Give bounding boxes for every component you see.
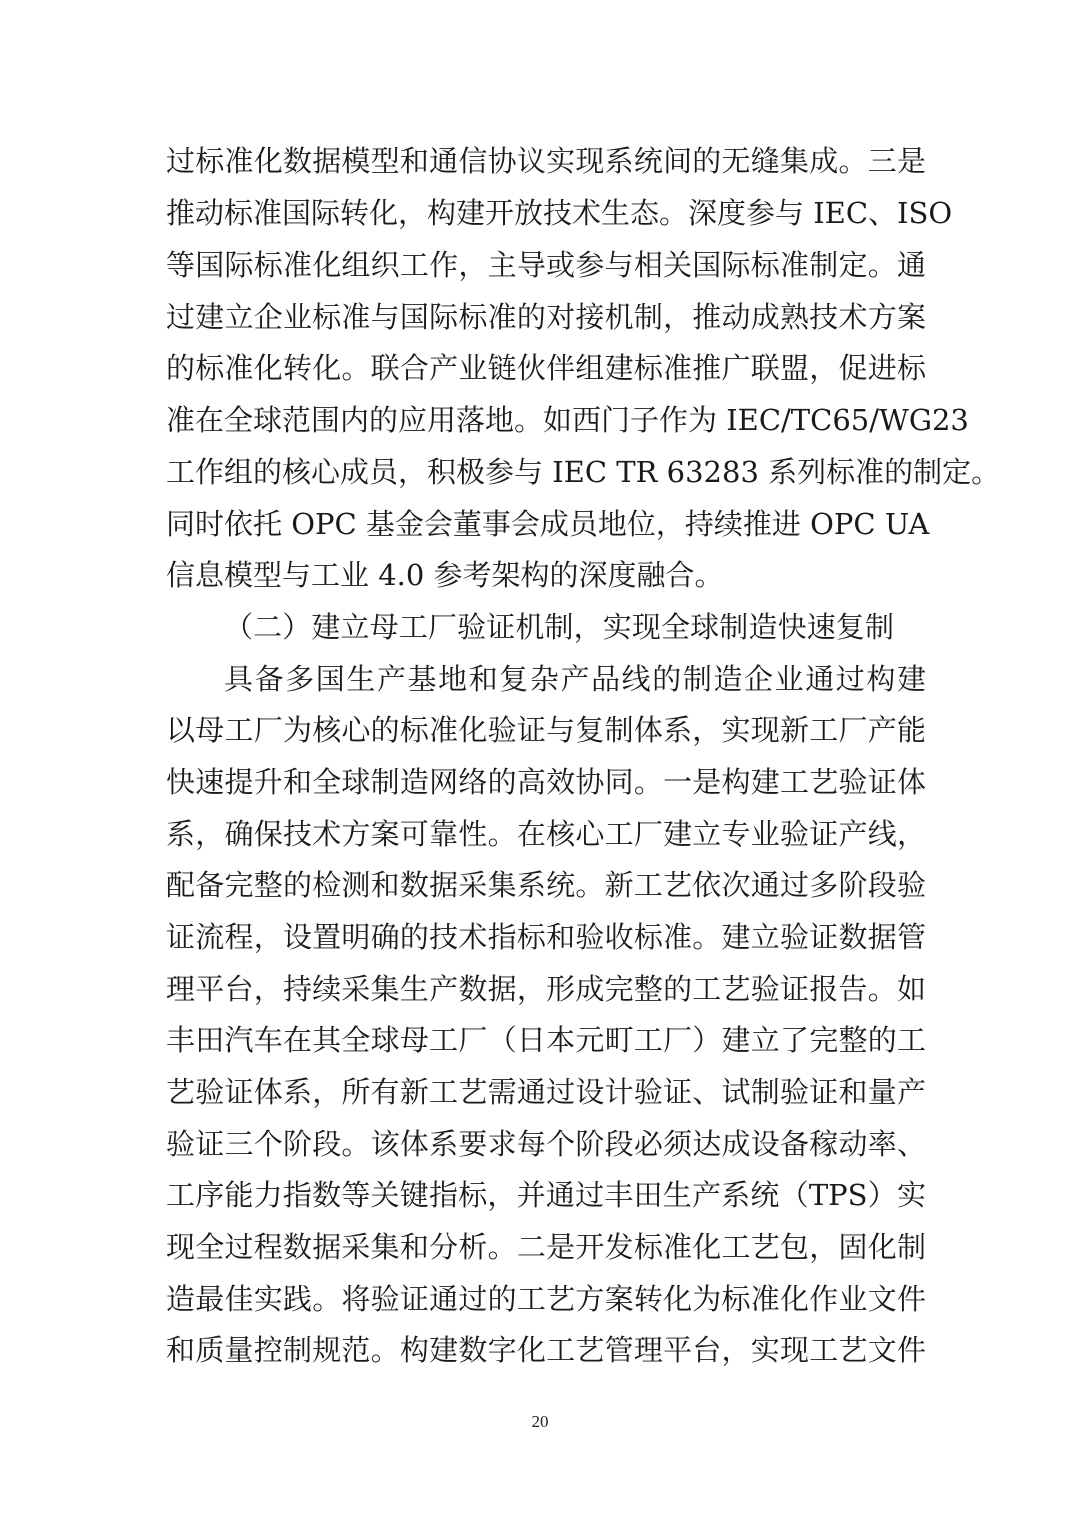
body-text-line: 丰田汽车在其全球母工厂（日本元町工厂）建立了完整的工	[166, 1023, 926, 1057]
body-text-line: 理平台，持续采集生产数据，形成完整的工艺验证报告。如	[166, 972, 926, 1006]
body-text-line: 准在全球范围内的应用落地。如西门子作为 IEC/TC65/WG23	[166, 403, 969, 437]
body-text-line: 现全过程数据采集和分析。二是开发标准化工艺包，固化制	[166, 1230, 926, 1264]
section-heading: （二）建立母工厂验证机制，实现全球制造快速复制	[224, 610, 894, 644]
body-text-line: 造最佳实践。将验证通过的工艺方案转化为标准化作业文件	[166, 1282, 926, 1316]
body-text-line: 证流程，设置明确的技术指标和验收标准。建立验证数据管	[166, 920, 926, 954]
body-text-line: 快速提升和全球制造网络的高效协同。一是构建工艺验证体	[166, 765, 926, 799]
body-text-line: 过建立企业标准与国际标准的对接机制，推动成熟技术方案	[166, 300, 926, 334]
body-text-line: 推动标准国际转化，构建开放技术生态。深度参与 IEC、ISO	[166, 196, 953, 230]
body-text-line: 验证三个阶段。该体系要求每个阶段必须达成设备稼动率、	[166, 1127, 926, 1161]
body-text-line: 艺验证体系，所有新工艺需通过设计验证、试制验证和量产	[166, 1075, 926, 1109]
page-number: 20	[531, 1412, 549, 1431]
body-text-line: 过标准化数据模型和通信协议实现系统间的无缝集成。三是	[166, 144, 926, 178]
body-text-line: 配备完整的检测和数据采集系统。新工艺依次通过多阶段验	[166, 868, 926, 902]
body-text-line: 系，确保技术方案可靠性。在核心工厂建立专业验证产线，	[166, 817, 926, 851]
body-text-line: 工序能力指数等关键指标，并通过丰田生产系统（TPS）实	[166, 1178, 926, 1212]
body-text-line: 同时依托 OPC 基金会董事会成员地位，持续推进 OPC UA	[166, 507, 930, 541]
body-text-line: 以母工厂为核心的标准化验证与复制体系，实现新工厂产能	[166, 713, 926, 747]
body-text-line: 的标准化转化。联合产业链伙伴组建标准推广联盟，促进标	[166, 351, 926, 385]
body-text-line: 和质量控制规范。构建数字化工艺管理平台，实现工艺文件	[166, 1333, 926, 1367]
body-text-line: 信息模型与工业 4.0 参考架构的深度融合。	[166, 558, 724, 592]
paragraph-first-line: 具备多国生产基地和复杂产品线的制造企业通过构建	[224, 662, 926, 696]
body-text-line: 工作组的核心成员，积极参与 IEC TR 63283 系列标准的制定。	[166, 455, 1001, 489]
body-text-line: 等国际标准化组织工作，主导或参与相关国际标准制定。通	[166, 248, 926, 282]
